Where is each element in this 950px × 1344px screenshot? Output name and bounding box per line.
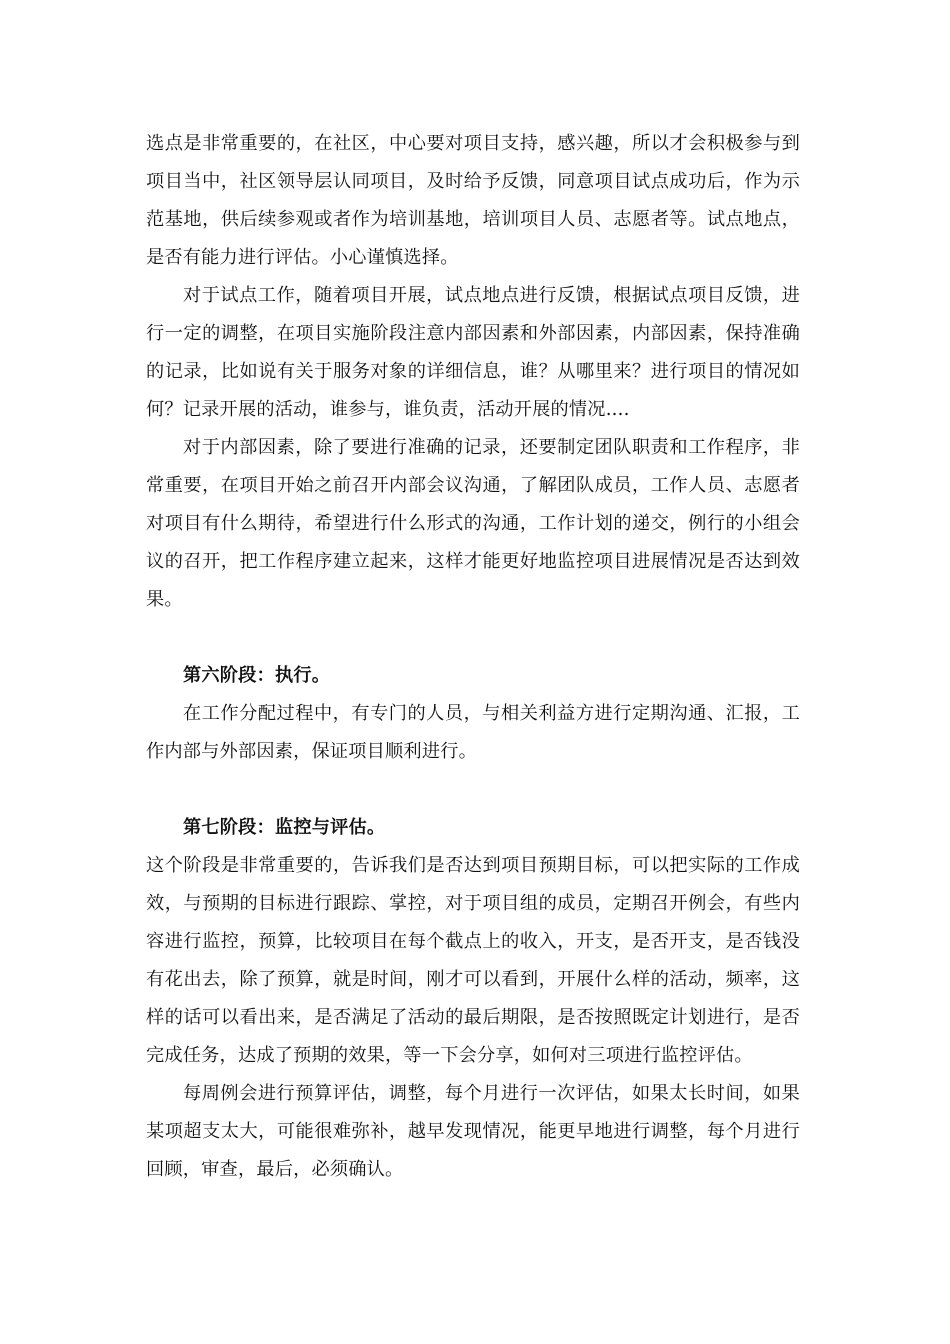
paragraph-stage-seven-1: 这个阶段是非常重要的，告诉我们是否达到项目预期目标，可以把实际的工作成效，与预期的目标进行跟踪、掌控，对于项目组的成员，定期召开例会，有些内容进行监控，预算，比较项目在每个截点上的收入，开支，是否开支，是否钱没有花出去，除了预算，就是时间，刚才可以看到，开展什么样的活动，频率，这样的话可以看出来，是否满足了活动的最后期限，是否按照既定计划进行，是否完成任务，达成了预期的效果，等一下会分享，如何对三项进行监控评估。 <box>146 855 800 1066</box>
section-spacer <box>146 619 800 657</box>
section-heading-stage-six: 第六阶段：执行。 <box>183 665 331 686</box>
paragraph-stage-six: 在工作分配过程中，有专门的人员，与相关利益方进行定期沟通、汇报，工作内部与外部因素，保证项目顺利进行。 <box>146 703 800 762</box>
paragraph-pilot-site: 选点是非常重要的，在社区，中心要对项目支持，感兴趣，所以才会积极参与到项目当中，社区领导层认同项目，及时给予反馈，同意项目试点成功后，作为示范基地，供后续参观或者作为培训基地，培训项目人员、志愿者等。试点地点，是否有能力进行评估。小心谨慎选择。 <box>146 133 800 268</box>
paragraph-stage-seven-2: 每周例会进行预算评估，调整，每个月进行一次评估，如果太长时间，如果某项超支太大，可能很难弥补，越早发现情况，能更早地进行调整，每个月进行回顾，审查，最后，必须确认。 <box>146 1083 800 1180</box>
section-spacer <box>146 771 800 809</box>
paragraph-pilot-work: 对于试点工作，随着项目开展，试点地点进行反馈，根据试点项目反馈，进行一定的调整，在项目实施阶段注意内部因素和外部因素，内部因素，保持准确的记录，比如说有关于服务对象的详细信息，谁？从哪里来？进行项目的情况如何？记录开展的活动，谁参与，谁负责，活动开展的情况.... <box>146 285 800 420</box>
section-heading-stage-seven: 第七阶段：监控与评估。 <box>183 817 386 838</box>
paragraph-internal-factors: 对于内部因素，除了要进行准确的记录，还要制定团队职责和工作程序，非常重要，在项目开始之前召开内部会议沟通，了解团队成员，工作人员、志愿者对项目有什么期待，希望进行什么形式的沟通，工作计划的递交，例行的小组会议的召开，把工作程序建立起来，这样才能更好地监控项目进展情况是否达到效果。 <box>146 437 800 610</box>
document-page <box>146 125 800 1189</box>
